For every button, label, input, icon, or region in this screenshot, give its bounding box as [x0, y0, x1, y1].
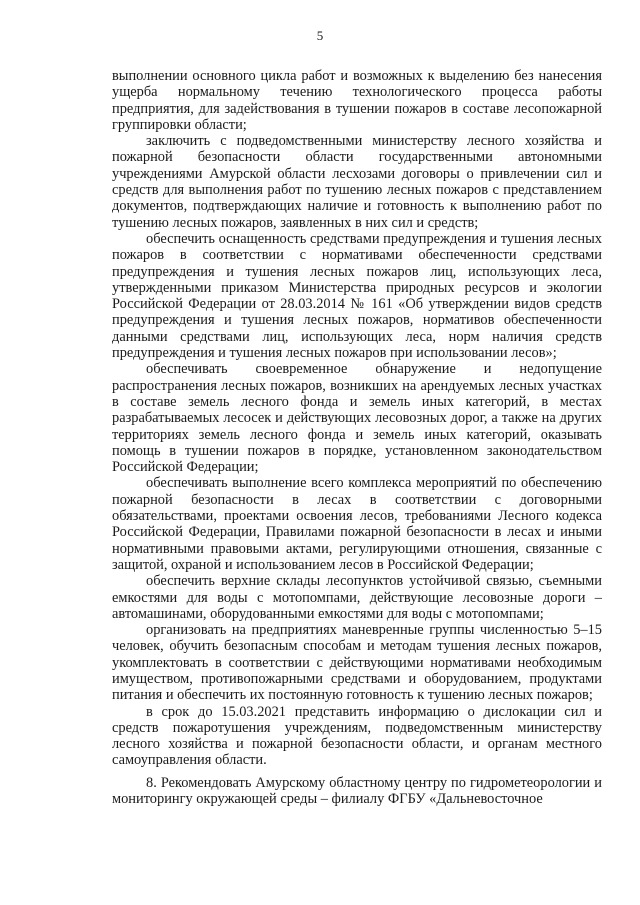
page-number: 5: [316, 28, 324, 43]
paragraph-fire-safety: обеспечивать выполнение всего комплекса мероприятий по обеспечению пожарной безопасности в лесах в соответствии с договорными обязательствами, проектами освоения лесов, требованиями Лесного кодекса Российской Федерации, Правилами пожарной безопасности в лесах и иными нормативными правовыми актами, регулирующими отношения, связанные с защитой, охраной и использованием лесов в Российской Федерации;: [112, 475, 602, 573]
paragraph-item-8: 8. Рекомендовать Амурскому областному центру по гидрометеорологии и мониторингу окружающей среды – филиалу ФГБУ «Дальневосточное: [112, 774, 602, 808]
paragraph-contracts: заключить с подведомственными министерству лесного хозяйства и пожарной безопасности области государственными автономными учреждениями Амурской области лесхозами договоры о привлечении сил и средств для выполнения работ по тушению лесных пожаров с представлением документов, подтверждающих наличие и готовность к выполнению работ по тушению лесных пожаров, заявленных в них сил и средств;: [112, 133, 602, 231]
paragraph-warehouses: обеспечить верхние склады лесопунктов устойчивой связью, съемными емкостями для воды с мотопомпами, действующие лесовозные дороги – автомашинами, оборудованными емкостями для воды с мотопомпами;: [112, 573, 602, 622]
paragraph-continuation: выполнении основного цикла работ и возможных к выделению без нанесения ущерба нормальному течению технологического процесса работы предприятия, для задействования в тушении пожаров в составе лесопожарной группировки области;: [112, 68, 602, 133]
paragraph-deadline: в срок до 15.03.2021 представить информацию о дислокации сил и средств пожаротушения учреждениям, подведомственным министерству лесного хозяйства и пожарной безопасности области, и органам местного самоуправления области.: [112, 703, 602, 769]
document-body: [112, 68, 602, 807]
paragraph-maneuver-groups: организовать на предприятиях маневренные группы численностью 5–15 человек, обучить безопасным способам и методам тушения лесных пожаров, укомплектовать в соответствии с действующими нормативами необходимым имуществом, противопожарными средствами и оборудованием, продуктами питания и обеспечить их постоянную готовность к тушению лесных пожаров;: [112, 622, 602, 704]
paragraph-equipment: обеспечить оснащенность средствами предупреждения и тушения лесных пожаров в соответствии с нормативами обеспеченности средствами предупреждения и тушения лесных пожаров лиц, использующих леса, утвержденными приказом Министерства природных ресурсов и экологии Российской Федерации от 28.03.2014 № 161 «Об утверждении видов средств предупреждения и тушения лесных пожаров, нормативов обеспеченности данными средствами лиц, использующих леса, норм наличия средств предупреждения и тушения лесных пожаров при использовании лесов»;: [112, 230, 602, 362]
paragraph-detection: обеспечивать своевременное обнаружение и недопущение распространения лесных пожаров, возникших на арендуемых лесных участках в составе земель лесного фонда и земель иных категорий, в местах разрабатываемых лесосек и действующих лесовозных дорог, а также на других территориях земель лесного фонда и земель иных категорий, оказывать помощь в тушении пожаров в порядке, установленном законодательством Российской Федерации;: [112, 361, 602, 476]
